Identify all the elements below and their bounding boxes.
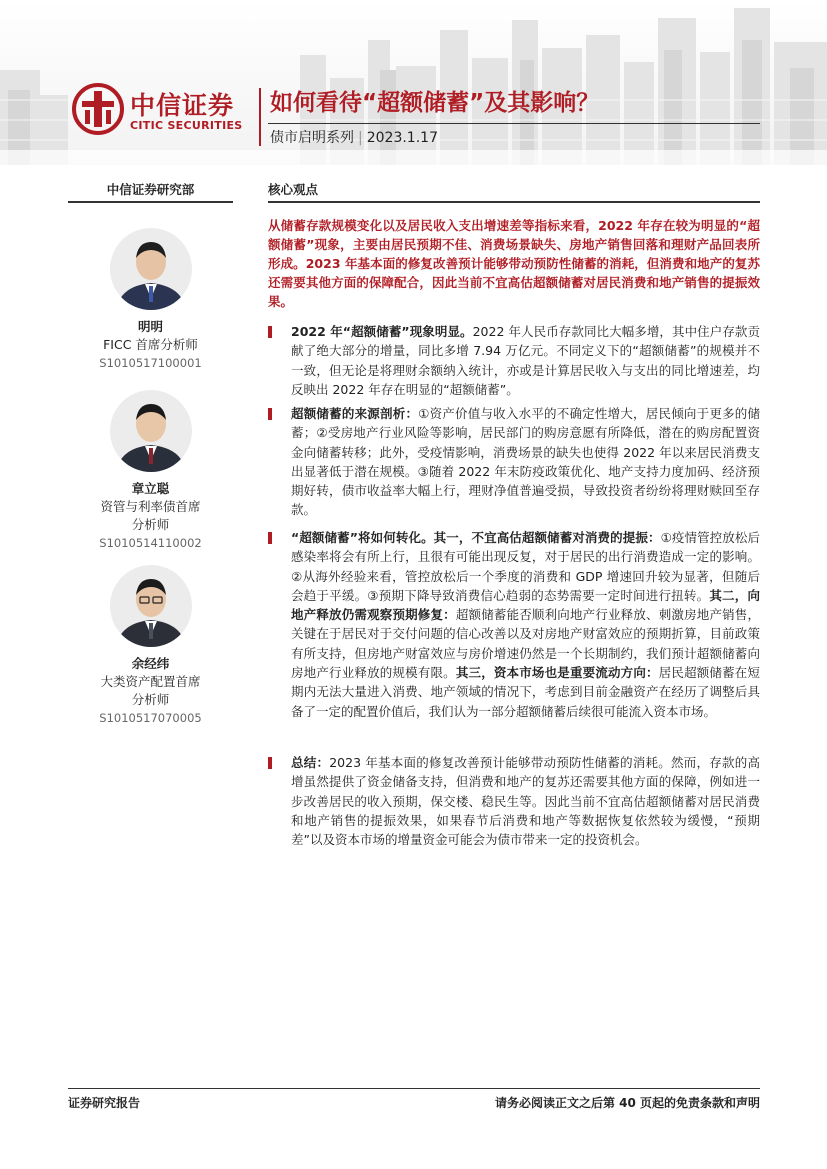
series-line xyxy=(270,127,438,147)
point-body: 超额储蓄能否顺利向地产行业释放、刺激房地产销售，关键在于居民对于交付问题的信心改善以及对房地产财富效应的预期折算，目前政策有所支持，但房地产财富效应与房价增速仍然是一个长期制约，我们预计超额储蓄向房地产行业释放的规模有限。 xyxy=(291,607,760,681)
core-views-heading: 核心观点 xyxy=(268,182,319,197)
point-body: 2023 年基本面的修复改善预计能够带动预防性储蓄的消耗。然而，存款的高增虽然提供了资金储备支持，但消费和地产的复苏还需要其他方面的保障，例如进一步改善居民的收入预期，保交楼、稳民生等。因此当前不宜高估超额储蓄对居民消费和地产销售的提振效果，如果春节后消费和地产等数据恢复依然较为缓慢，“预期差”以及资本市场的增量资金可能会为债市带来一定的投资机会。 xyxy=(291,755,760,848)
analyst-card xyxy=(68,228,233,372)
key-point xyxy=(268,753,760,849)
right-heading-rule xyxy=(268,201,760,203)
citic-logo-icon xyxy=(72,83,124,135)
series-separator: | xyxy=(358,130,363,146)
bullet-marker-icon xyxy=(268,532,272,544)
point-body: 2022 年人民币存款同比大幅多增，其中住户存款贡献了绝大部分的增量，同比多增 7.94 万亿元。不同定义下的“超额储蓄”的规模并不一致，但无论是将理财余额纳入统计，亦或是计算居民收入与支出的同比增速差，均反映出 2022 年存在明显的“超额储蓄”。 xyxy=(291,324,760,397)
research-dept-heading: 中信证券研究部 xyxy=(106,182,195,197)
point-lead: 2022 年“超额储蓄”现象明显。 xyxy=(291,324,473,339)
point-body: ①资产价值与收入水平的不确定性增大，居民倾向于更多的储蓄；②受房地产行业风险等影响，居民部门的购房意愿有所降低，潜在的购房配置资金向储蓄转移；此外，受疫情影响，消费场景的缺失也使得 2022 年以来居民消费支出显著低于潜在规模。③随着 2022 年末防疫政策优化、地产支持力度加码、经济预期好转，债市收益率大幅上行，理财净值普遍受损，导致投资者纷纷将理财赎回至存款。 xyxy=(291,406,760,518)
left-heading-rule xyxy=(68,201,233,203)
analyst-name: 明明 xyxy=(137,319,163,334)
point-lead: 超额储蓄的来源剖析： xyxy=(291,406,419,421)
report-title: 如何看待“超额储蓄”及其影响？ xyxy=(270,90,600,116)
bullet-marker-icon xyxy=(268,757,272,769)
key-point xyxy=(268,322,760,399)
core-summary: 从储蓄存款规模变化以及居民收入支出增速差等指标来看，2022 年存在较为明显的“超额储蓄”现象，主要由居民预期不佳、消费场景缺失、房地产销售回落和理财产品回表所形成。2023 年基本面的修复改善预计能够带动预防性储蓄的消耗，但消费和地产的复苏还需要其他方面的保障配合，因此当前不宜高估超额储蓄对居民消费和地产销售的提振效果。 xyxy=(268,218,760,309)
brand-name-cn: 中信证券 xyxy=(130,91,235,120)
point-lead: 总结： xyxy=(291,755,330,770)
analyst-license: S1010517070005 xyxy=(99,711,202,725)
key-point xyxy=(268,528,760,721)
point-lead: “超额储蓄”将如何转化。其一，不宜高估超额储蓄对消费的提振： xyxy=(291,530,661,545)
series-name: 债市启明系列 xyxy=(270,130,354,146)
footer-rule xyxy=(68,1088,760,1089)
analyst-role: 分析师 xyxy=(131,692,170,707)
point-body: 居民超额储蓄在短期内无法大量进入消费、地产领域的情况下，考虑到目前金融资产在经历了调整后具备了一定的配置价值后，我们认为一部分超额储蓄后续很可能流入资本市场。 xyxy=(291,665,760,719)
footer-report-type: 证券研究报告 xyxy=(68,1096,141,1110)
point-lead: 其三，资本市场也是重要流动方向： xyxy=(455,665,659,681)
key-point xyxy=(268,404,760,520)
header-divider xyxy=(259,88,261,146)
analyst-role: FICC 首席分析师 xyxy=(103,337,198,352)
analyst-role: 大类资产配置首席 xyxy=(100,674,201,689)
brand-name-en: CITIC SECURITIES xyxy=(130,119,243,132)
bullet-marker-icon xyxy=(268,326,272,338)
analyst-name: 余经纬 xyxy=(131,656,170,671)
point-body: ①疫情管控放松后感染率将会有所上行，且很有可能出现反复，对于居民的出行消费造成一定的影响。②从海外经验来看，管控放松后一个季度的消费和 GDP 增速回升较为显著，但随后会趋于平缓。③预期下降导致消费信心趋弱的态势需要一定时间进行扭转。 xyxy=(291,530,760,603)
brand-block xyxy=(72,83,252,143)
analyst-license: S1010517100001 xyxy=(99,356,202,370)
footer-disclaimer: 请务必阅读正文之后第 40 页起的免责条款和声明 xyxy=(494,1096,760,1110)
analyst-photo-icon xyxy=(110,228,192,310)
point-lead: 其二，向地产释放仍需观察预期修复： xyxy=(291,587,760,623)
analyst-license: S1010514110002 xyxy=(99,536,202,550)
bullet-marker-icon xyxy=(268,408,272,420)
analyst-role: 资管与利率债首席 xyxy=(100,499,201,514)
analyst-photo-icon xyxy=(110,390,192,472)
analyst-role: 分析师 xyxy=(131,517,170,532)
analyst-card xyxy=(68,565,233,727)
analyst-name: 章立聪 xyxy=(131,481,170,496)
report-date: 2023.1.17 xyxy=(366,130,438,146)
title-rule xyxy=(268,123,760,124)
analyst-photo-icon xyxy=(110,565,192,647)
analyst-card xyxy=(68,390,233,552)
